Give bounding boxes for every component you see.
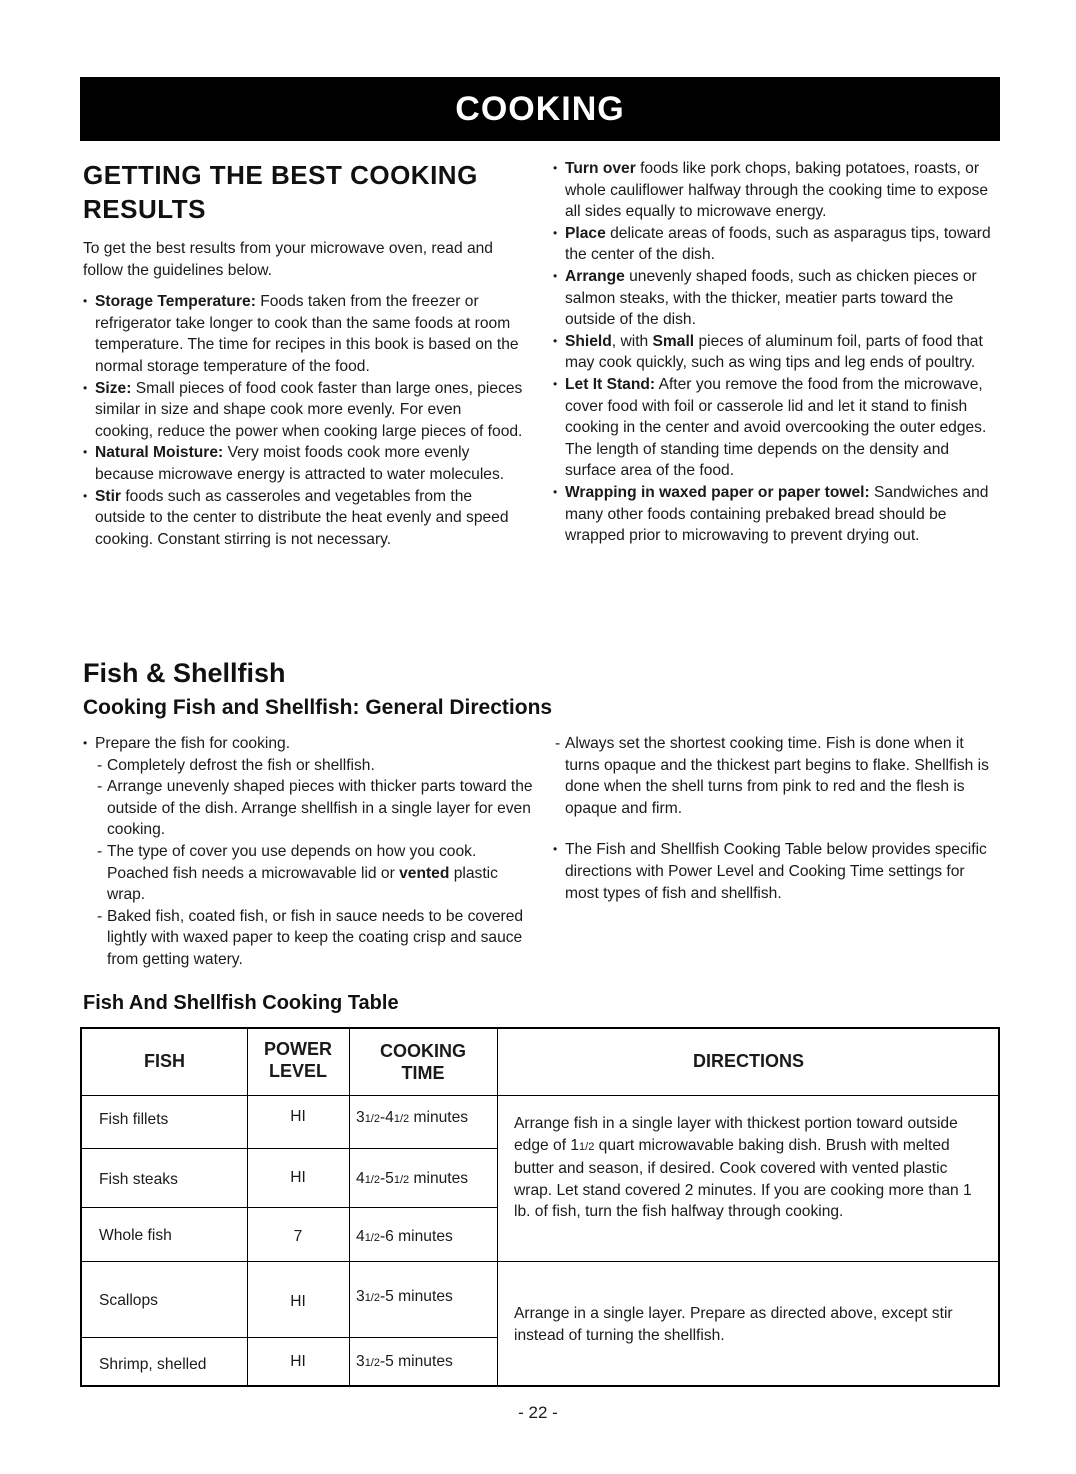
row-fish-fillets-time: 31/2-41/2 minutes	[356, 1109, 469, 1126]
directions-shellfish: Arrange in a single layer. Prepare as directed above, except stir instead of turning the shellfish.	[514, 1305, 953, 1344]
tip-stir: • Stir foods such as casseroles and vegetables from the outside to the center to distribute the heat evenly and speed cooking. Constant stirring is not necessary.	[83, 486, 523, 551]
tip-let-it-stand: • Let It Stand: After you remove the food from the microwave, cover food with foil or casserole lid and let it stand to finish cooking in the center and avoid overcooking the outer edges. The length of standing time depends on the density and surface area of the food.	[553, 374, 998, 482]
row-fish-fillets-power: HI	[290, 1108, 306, 1125]
row-scallops-time: 31/2-5 minutes	[356, 1288, 453, 1305]
row-fish-steaks-power: HI	[290, 1169, 306, 1186]
fish-general-directions-heading: Cooking Fish and Shellfish: General Directions	[83, 696, 553, 719]
tip-wrapping: • Wrapping in waxed paper or paper towel: Sandwiches and many other foods containing prebaked bread should be wrapped prior to microwaving to prevent drying out.	[553, 482, 998, 547]
header-fish: FISH	[143, 1051, 185, 1071]
best-results-intro: To get the best results from your microwave oven, read and follow the guidelines below.	[83, 240, 493, 279]
cover-step: - The type of cover you use depends on how you cook. Poached fish needs a microwavable lid or vented plastic wrap.	[83, 841, 533, 906]
row-whole-fish-name: Whole fish	[99, 1227, 172, 1244]
fish-section-heading: Fish & Shellfish	[83, 658, 286, 688]
row-whole-fish-time: 41/2-6 minutes	[356, 1228, 453, 1245]
row-shrimp-name: Shrimp, shelled	[99, 1356, 207, 1373]
baked-fish-step: - Baked fish, coated fish, or fish in sauce needs to be covered lightly with waxed paper to keep the coating crisp and sauce from getting watery.	[83, 906, 533, 971]
cooking-table	[80, 1027, 1000, 1387]
tip-natural-moisture: • Natural Moisture: Very moist foods cook more evenly because microwave energy is attracted to water molecules.	[83, 442, 523, 485]
tip-shield: • Shield, with Small pieces of aluminum foil, parts of food that may cook quickly, such as wing tips and leg ends of poultry.	[553, 331, 998, 374]
defrost-step: - Completely defrost the fish or shellfish.	[83, 755, 533, 777]
cooking-time-step: - Always set the shortest cooking time. Fish is done when it turns opaque and the thickest part begins to flake. Shellfish is done when the shell turns from pink to red and the flesh is opaque and firm.	[553, 733, 998, 819]
page-number: - 22 -	[518, 1403, 558, 1422]
row-scallops-name: Scallops	[99, 1292, 158, 1309]
row-whole-fish-power: 7	[293, 1228, 303, 1245]
best-results-left-column	[83, 158, 523, 550]
section-banner	[80, 77, 1000, 141]
cooking-table-title: Fish And Shellfish Cooking Table	[83, 992, 399, 1014]
header-cooking-time: COOKING TIME	[379, 1041, 466, 1083]
row-shrimp-time: 31/2-5 minutes	[356, 1353, 453, 1370]
row-fish-steaks-time: 41/2-51/2 minutes	[356, 1170, 469, 1187]
prepare-fish-item: • Prepare the fish for cooking.	[83, 733, 533, 755]
arrange-step: - Arrange unevenly shaped pieces with thicker parts toward the outside of the dish. Arrange shellfish in a single layer for even cooking.	[83, 776, 533, 841]
tip-size: • Size: Small pieces of food cook faster than large ones, pieces similar in size and shape cook more evenly. For even cooking, reduce the power when cooking large pieces of food.	[83, 378, 523, 443]
fish-directions-left-column	[83, 733, 533, 971]
tip-arrange: • Arrange unevenly shaped foods, such as chicken pieces or salmon steaks, with the thicker, meatier parts toward the outside of the dish.	[553, 266, 998, 331]
tip-turn-over: • Turn over foods like pork chops, baking potatoes, roasts, or whole cauliflower halfway through the cooking time to expose all sides equally to microwave energy.	[553, 158, 998, 223]
banner-title: COOKING	[455, 89, 625, 128]
row-fish-steaks-name: Fish steaks	[99, 1171, 178, 1188]
directions-fish: Arrange fish in a single layer with thickest portion toward outside edge of 11/2 quart microwavable baking dish. Brush with melted butter and season, if desired. Cook covered with vented plastic wrap. Let stand covered 2 minutes. If you are cooking more than 1 lb. of fish, turn the fish halfway through cooking.	[514, 1115, 972, 1221]
fish-directions-right-column	[553, 733, 998, 904]
tip-place: • Place delicate areas of foods, such as asparagus tips, toward the center of the dish.	[553, 223, 998, 266]
best-results-right-column	[553, 158, 998, 547]
header-directions: DIRECTIONS	[692, 1051, 804, 1071]
tip-storage-temperature: • Storage Temperature: Foods taken from the freezer or refrigerator take longer to cook than the same foods at room temperature. The time for recipes in this book is based on the normal storage temperature of the food.	[83, 291, 523, 377]
header-power-level: POWER LEVEL	[263, 1039, 332, 1081]
best-results-heading: GETTING THE BEST COOKING RESULTS	[83, 160, 478, 224]
table-reference-item: • The Fish and Shellfish Cooking Table below provides specific directions with Power Level and Cooking Time settings for most types of fish and shellfish.	[553, 839, 998, 904]
row-shrimp-power: HI	[290, 1353, 306, 1370]
row-scallops-power: HI	[290, 1293, 306, 1310]
row-fish-fillets-name: Fish fillets	[99, 1111, 169, 1128]
